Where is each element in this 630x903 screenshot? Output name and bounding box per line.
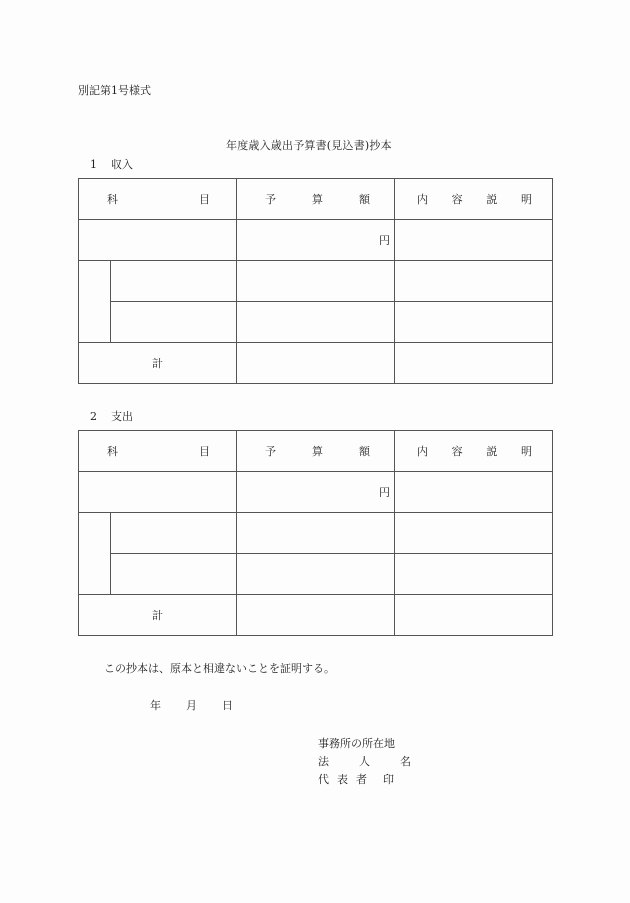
- table-row: [79, 554, 553, 595]
- total-row: [79, 343, 553, 384]
- group-cell[interactable]: [79, 513, 111, 595]
- table-row: [79, 472, 553, 513]
- header-naiyo: 内 容 説 明: [395, 179, 553, 220]
- amount-cell[interactable]: [237, 554, 395, 595]
- total-description-cell[interactable]: [395, 343, 553, 384]
- date-line: [150, 697, 233, 713]
- office-address-label: 事務所の所在地: [318, 737, 395, 750]
- table-header-row: [79, 179, 553, 220]
- subitem-cell[interactable]: [111, 513, 237, 554]
- section-number: 2: [90, 410, 97, 423]
- header-kamoku: 科 目: [79, 179, 237, 220]
- section-label: 支出: [111, 410, 133, 423]
- description-cell[interactable]: [395, 302, 553, 343]
- amount-cell[interactable]: [237, 302, 395, 343]
- table-header-row: [79, 431, 553, 472]
- description-cell[interactable]: [395, 220, 553, 261]
- kamoku-cell[interactable]: [79, 220, 237, 261]
- amount-cell[interactable]: [237, 261, 395, 302]
- corporation-name-label: 法 人 名: [318, 755, 411, 768]
- table-row: [79, 261, 553, 302]
- section-heading-revenue: [90, 156, 133, 172]
- subitem-cell[interactable]: [111, 554, 237, 595]
- header-yosan: 予 算 額: [237, 431, 395, 472]
- table-row: [79, 220, 553, 261]
- date-year: 年: [150, 699, 161, 712]
- document-title: 年度歳入歳出予算書(見込書)抄本: [226, 139, 392, 152]
- group-cell[interactable]: [79, 261, 111, 343]
- subitem-cell[interactable]: [111, 302, 237, 343]
- table-row: [79, 302, 553, 343]
- total-description-cell[interactable]: [395, 595, 553, 636]
- total-label: 計: [79, 595, 237, 636]
- seal-mark: 印: [383, 773, 394, 786]
- expenditure-table: [78, 430, 553, 636]
- description-cell[interactable]: [395, 261, 553, 302]
- section-heading-expenditure: [90, 408, 133, 424]
- yen-unit: 円: [379, 234, 390, 247]
- revenue-table: [78, 178, 553, 384]
- table-row: [79, 513, 553, 554]
- certification-statement: この抄本は、原本と相違ないことを証明する。: [104, 662, 335, 675]
- description-cell[interactable]: [395, 554, 553, 595]
- total-row: [79, 595, 553, 636]
- date-day: 日: [222, 699, 233, 712]
- amount-cell[interactable]: [237, 472, 395, 513]
- form-number: 別記第1号様式: [78, 84, 151, 97]
- representative-label: 代 表 者 印: [318, 773, 394, 786]
- header-yosan: 予 算 額: [237, 179, 395, 220]
- total-label: 計: [79, 343, 237, 384]
- total-amount-cell[interactable]: [237, 343, 395, 384]
- amount-cell[interactable]: [237, 220, 395, 261]
- amount-cell[interactable]: [237, 513, 395, 554]
- description-cell[interactable]: [395, 513, 553, 554]
- date-month: 月: [186, 699, 197, 712]
- total-amount-cell[interactable]: [237, 595, 395, 636]
- header-kamoku: 科 目: [79, 431, 237, 472]
- yen-unit: 円: [379, 486, 390, 499]
- subitem-cell[interactable]: [111, 261, 237, 302]
- section-label: 収入: [111, 158, 133, 171]
- description-cell[interactable]: [395, 472, 553, 513]
- section-number: 1: [90, 158, 97, 171]
- kamoku-cell[interactable]: [79, 472, 237, 513]
- header-naiyo: 内 容 説 明: [395, 431, 553, 472]
